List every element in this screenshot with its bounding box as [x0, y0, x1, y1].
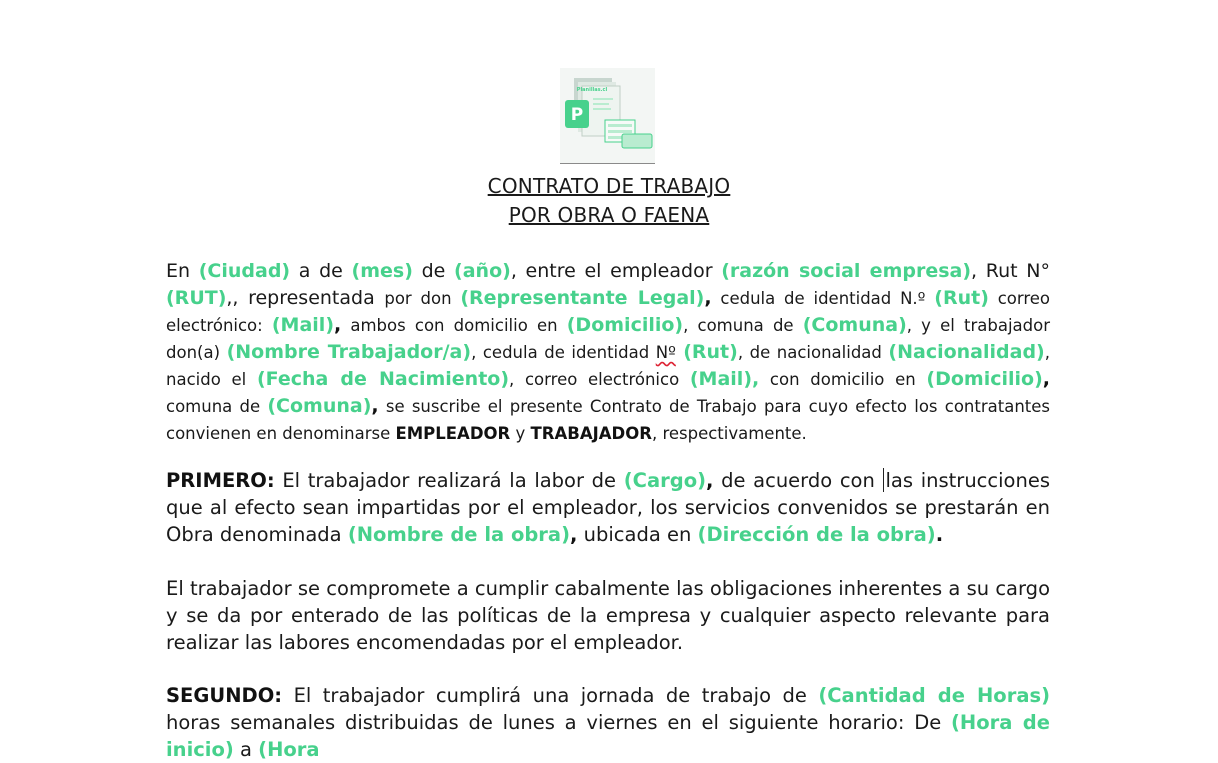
text: , — [704, 287, 712, 309]
placeholder-hora-inicio: (Hora de inicio) — [166, 711, 1050, 761]
text: , respectivamente. — [651, 424, 807, 443]
clause-segundo — [166, 682, 1050, 763]
text-cursor — [883, 468, 884, 492]
text: , de nacionalidad — [737, 343, 889, 362]
text: de acuerdo con — [713, 469, 883, 492]
text: , nacido el — [166, 343, 1050, 389]
text: En — [166, 260, 199, 282]
text: , — [1042, 368, 1050, 390]
text: de — [412, 260, 455, 282]
clause-label: SEGUNDO: — [166, 684, 283, 707]
text: , comuna de — [683, 316, 803, 335]
placeholder-ciudad: (Ciudad) — [198, 260, 291, 282]
placeholder-rut-trabajador: (Rut) — [683, 341, 738, 363]
text: ,, representada — [226, 287, 385, 309]
obligations-paragraph: El trabajador se compromete a cumplir cabalmente las obligaciones inherentes a su cargo y se da por enterado de las políticas de la empresa y cualquier aspecto relevante para realizar las labores encomendadas por el empleador. — [166, 577, 1050, 654]
text: , Rut N° — [971, 260, 1050, 282]
text: cedula de identidad N.º — [711, 289, 935, 308]
text: , — [371, 395, 379, 417]
text: a — [233, 738, 259, 761]
text: , y el trabajador don(a) — [166, 316, 1050, 362]
text: El trabajador realizará la labor de — [274, 469, 624, 492]
text: ambos con domicilio en — [341, 316, 567, 335]
placeholder-mail-empleador: (Mail) — [271, 314, 334, 336]
placeholder-direccion-obra: (Dirección de la obra) — [697, 523, 936, 546]
text: las instrucciones que al efecto sean impartidas por el empleador, los servicios convenidos se prestarán en Obra denominada — [166, 469, 1050, 546]
placeholder-mail-trabajador: (Mail), — [689, 368, 760, 390]
text: , correo electrónico — [509, 370, 690, 389]
text: El trabajador cumplirá una jornada de trabajo de — [282, 684, 819, 707]
spellcheck-word: Nº — [655, 343, 676, 362]
placeholder-cantidad-horas: (Cantidad de Horas) — [818, 684, 1050, 707]
text: a de — [290, 260, 352, 282]
text: , — [706, 469, 714, 492]
placeholder-domicilio-trabajador: (Domicilio) — [926, 368, 1043, 390]
text: , — [570, 523, 578, 546]
placeholder-rut-representante: (Rut) — [934, 287, 989, 309]
text: . — [935, 523, 944, 546]
placeholder-hora-fin: (Hora — [258, 738, 320, 761]
placeholder-razon-social: (razón social empresa) — [721, 260, 972, 282]
text: , cedula de identidad — [471, 343, 656, 362]
placeholder-fecha-nacimiento: (Fecha de Nacimiento) — [256, 368, 510, 390]
text: por don — [384, 289, 461, 308]
text: ubicada en — [577, 523, 698, 546]
contract-title-line-2: POR OBRA O FAENA — [508, 203, 710, 227]
placeholder-nombre-trabajador: (Nombre Trabajador/a) — [226, 341, 472, 363]
placeholder-representante-legal: (Representante Legal) — [460, 287, 705, 309]
text: horas semanales distribuidas de lunes a viernes en el siguiente horario: De — [166, 711, 952, 734]
placeholder-anio: (año) — [454, 260, 511, 282]
text: y — [510, 424, 531, 443]
planillas-logo — [560, 68, 655, 164]
placeholder-cargo: (Cargo) — [623, 469, 706, 492]
placeholder-comuna-trabajador: (Comuna) — [267, 395, 372, 417]
text: comuna de — [166, 397, 268, 416]
text: con domicilio en — [759, 370, 927, 389]
term-trabajador: TRABAJADOR — [530, 424, 652, 443]
logo-brand-text: Planillas.cl — [576, 87, 608, 93]
placeholder-nacionalidad: (Nacionalidad) — [888, 341, 1045, 363]
placeholder-rut-empresa: (RUT) — [166, 287, 227, 309]
planillas-logo-icon — [560, 68, 655, 163]
placeholder-domicilio-empleador: (Domicilio) — [566, 314, 684, 336]
contract-title-line-1: CONTRATO DE TRABAJO — [487, 174, 731, 198]
clause-label: PRIMERO: — [166, 469, 275, 492]
text: correo electrónico: — [166, 289, 1051, 335]
placeholder-comuna-empleador: (Comuna) — [802, 314, 907, 336]
text: , — [334, 314, 342, 336]
logo-letter: P — [570, 105, 584, 125]
text: se suscribe el presente Contrato de Trabajo para cuyo efecto los contratantes convienen en denominarse — [166, 397, 1050, 443]
intro-paragraph — [166, 258, 1050, 447]
clause-primero — [166, 467, 1050, 548]
term-empleador: EMPLEADOR — [395, 424, 511, 443]
placeholder-nombre-obra: (Nombre de la obra) — [347, 523, 570, 546]
placeholder-mes: (mes) — [351, 260, 413, 282]
text: , entre el empleador — [510, 260, 722, 282]
